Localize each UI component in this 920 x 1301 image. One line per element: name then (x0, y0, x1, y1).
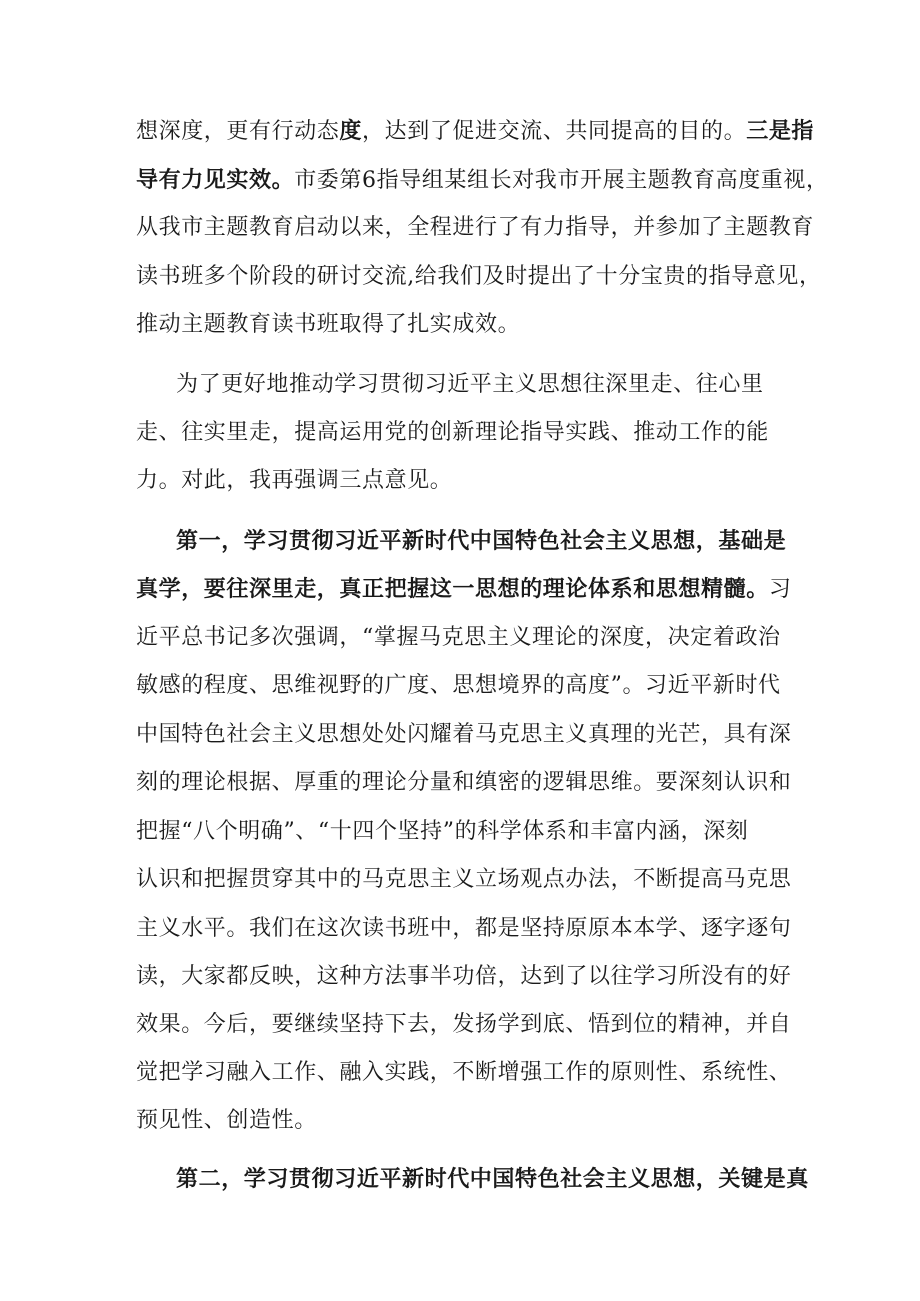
paragraph-1-line-2 (136, 165, 829, 196)
paragraph-1-line-4: 读书班多个阶段的研讨交流,给我们及时提出了十分宝贵的指导意见， (136, 264, 822, 289)
paragraph-3-line-10: 读，大家都反映，这种方法事半功倍，达到了以往学习所没有的好 (136, 964, 792, 989)
bold-text-run: 第二，学习贯彻习近平新时代中国特色社会主义思想，关键是真 (176, 1166, 809, 1192)
bold-text-run: 导有力见实效。 (136, 167, 295, 193)
paragraph-1-line-3: 从我市主题教育启动以来，全程进行了有力指导，并参加了主题教育 (136, 215, 815, 240)
paragraph-3-line-13: 预见性、创造性。 (136, 1108, 317, 1133)
bold-text-run: 三是指 (746, 118, 815, 144)
paragraph-2-line-1: 为了更好地推动学习贯彻习近平主义思想往深里走、往心里 (176, 372, 764, 397)
paragraph-2-line-2: 走、往实里走，提高运用党的创新理论指导实践、推动工作的能 (136, 420, 769, 445)
bold-text-run: 第一，学习贯彻习近平新时代中国特色社会主义思想，基础是 (176, 528, 787, 554)
paragraph-2-line-3: 力。对此，我再强调三点意见。 (136, 468, 453, 493)
paragraph-1-line-5: 推动主题教育读书班取得了扎实成效。 (136, 312, 521, 337)
paragraph-3-line-7: 把握“八个明确”、“十四个坚持”的科学体系和丰富内涵，深刻 (136, 819, 749, 844)
paragraph-3-line-9: 主义水平。我们在这次读书班中，都是坚持原原本本学、逐字逐句 (136, 916, 792, 941)
paragraph-3-line-11: 效果。今后，要继续坚持下去，发扬学到底、悟到位的精神，并自 (136, 1012, 792, 1037)
paragraph-3-line-4: 敏感的程度、思维视野的广度、思想境界的高度”。习近平新时代 (136, 673, 781, 698)
text-run: 想深度，更有行动态 (136, 119, 340, 144)
paragraph-1-line-1 (136, 116, 814, 147)
text-run: 市委第6指导组某组长对我市开展主题教育高度重视， (294, 168, 829, 193)
paragraph-3-line-12: 觉把学习融入工作、融入实践，不断增强工作的原则性、系统性、 (136, 1060, 792, 1085)
paragraph-3-line-3: 近平总书记多次强调，“掌握马克思主义理论的深度，决定着政治 (136, 625, 781, 650)
bold-text-run: 度 (339, 118, 363, 144)
paragraph-3-line-2 (136, 574, 791, 605)
paragraph-3-line-1 (176, 526, 786, 557)
paragraph-3-line-6: 刻的理论根据、厚重的理论分量和缜密的逻辑思维。要深刻认识和 (136, 770, 792, 795)
bold-text-run: 真学，要往深里走，真正把握这一思想的理论体系和思想精髓。 (136, 576, 769, 602)
paragraph-3-line-8: 认识和把握贯穿其中的马克思主义立场观点办法，不断提高马克思 (136, 867, 792, 892)
text-run: ，达到了促进交流、共同提高的目的。 (362, 119, 747, 144)
paragraph-3-line-5: 中国特色社会主义思想处处闪耀着马克思主义真理的光芒，具有深 (136, 722, 792, 747)
text-run: 习 (768, 577, 792, 602)
paragraph-4-line-1 (176, 1164, 809, 1195)
